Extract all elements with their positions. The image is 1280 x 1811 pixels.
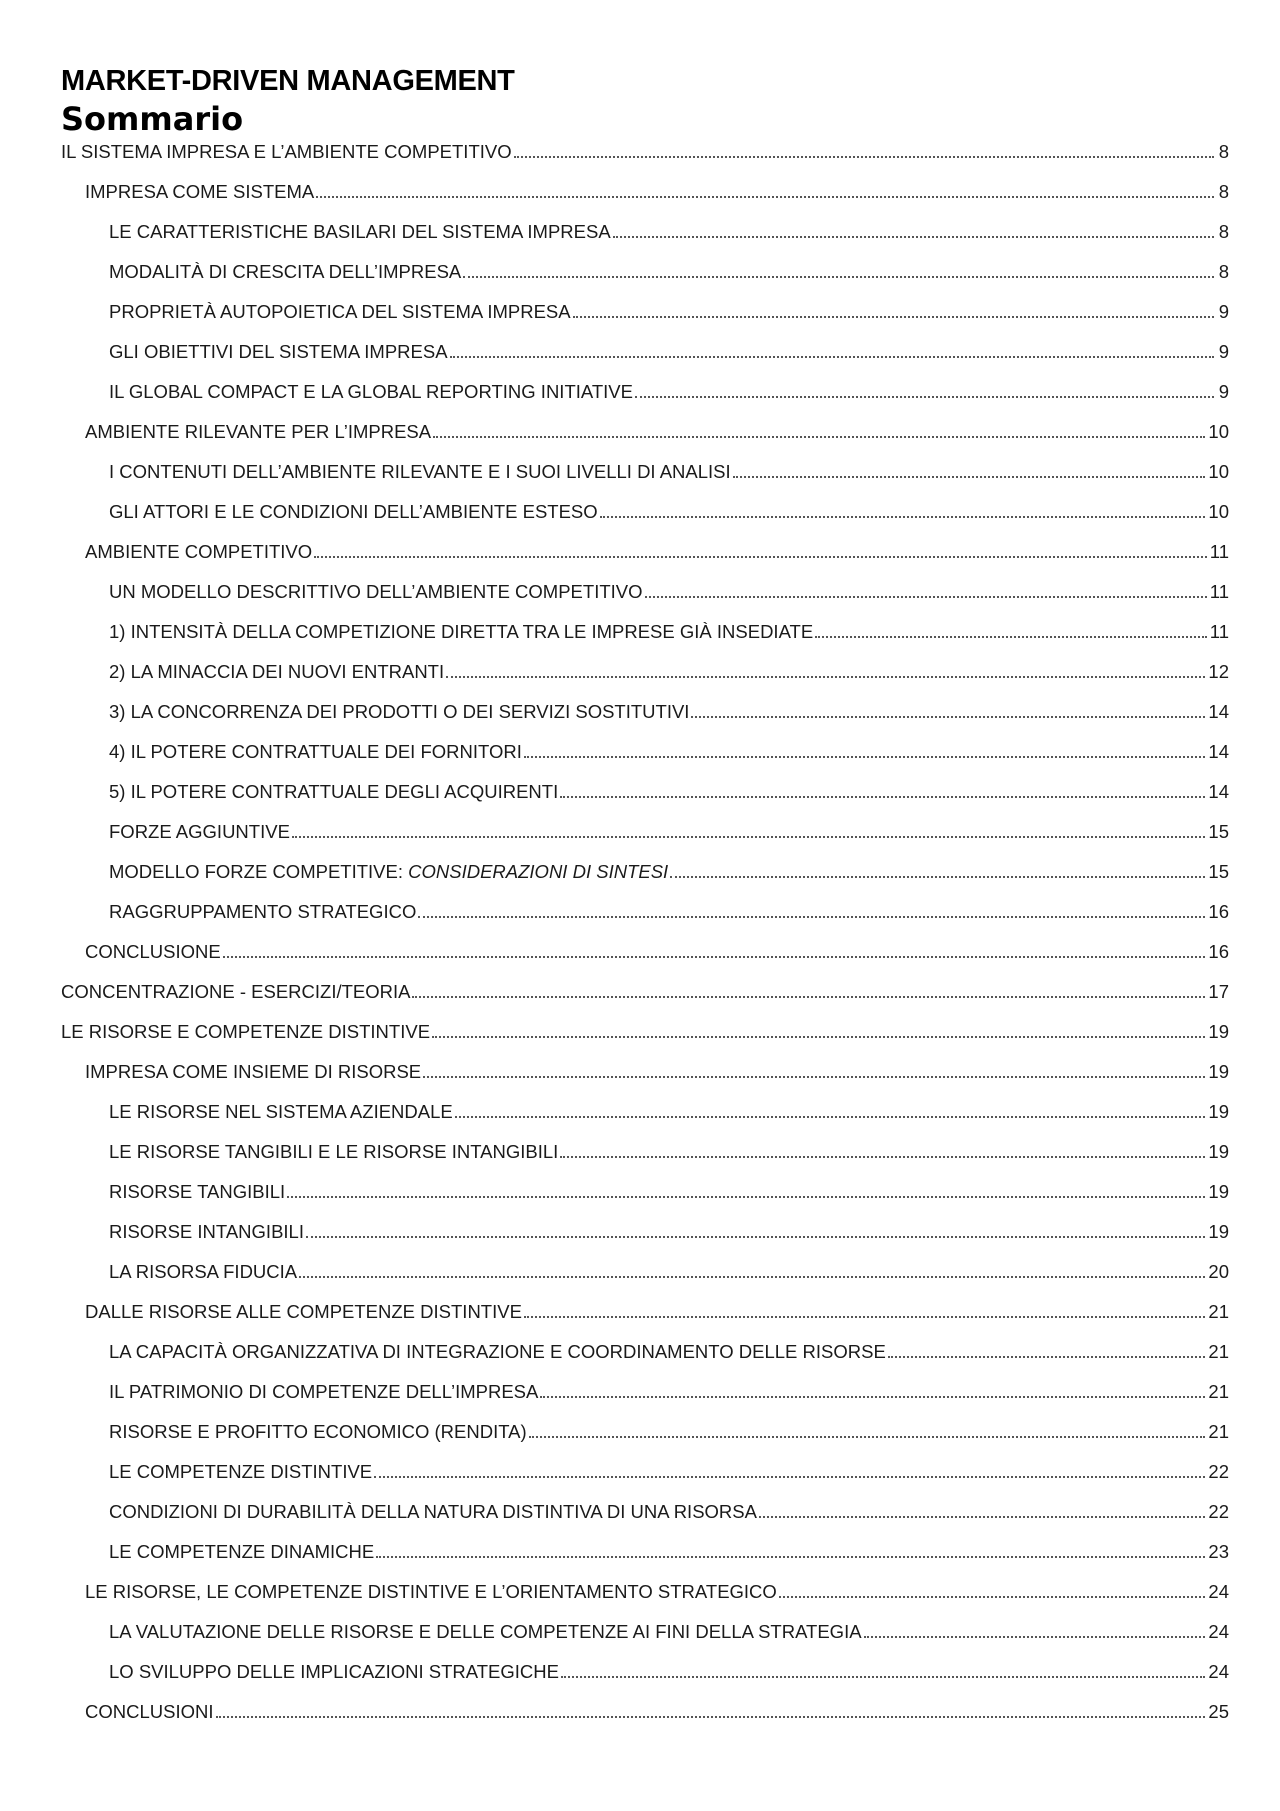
toc-entry-page-number: 14: [1208, 781, 1229, 802]
dot-leader: [432, 1036, 1205, 1038]
toc-entry-page-number: 21: [1208, 1341, 1229, 1362]
toc-entry[interactable]: [61, 603, 1229, 643]
toc-entry-title-text: LE RISORSE TANGIBILI E LE RISORSE INTANGIBILI: [109, 1141, 559, 1162]
toc-entry-title-italic: CONSIDERAZIONI DI SINTESI: [408, 861, 669, 882]
dot-leader: [524, 756, 1206, 758]
dot-leader: [888, 1356, 1206, 1358]
toc-entry-title: [109, 1261, 297, 1283]
toc-entry[interactable]: [61, 1443, 1229, 1483]
toc-entry-title-text: CONCENTRAZIONE - ESERCIZI/TEORIA: [61, 981, 411, 1002]
toc-entry-title: [61, 981, 410, 1003]
toc-entry[interactable]: [61, 1363, 1229, 1403]
toc-entry-title: [109, 861, 668, 883]
toc-entry-title-text: IMPRESA COME SISTEMA: [85, 181, 315, 202]
dot-leader: [573, 316, 1214, 318]
toc-entry-title: [109, 381, 633, 403]
toc-entry-page-number: 24: [1208, 1661, 1229, 1682]
toc-entry-title-text: AMBIENTE RILEVANTE PER L’IMPRESA: [85, 421, 432, 442]
dot-leader: [216, 1716, 1206, 1718]
toc-entry-page-number: 8: [1218, 181, 1229, 202]
toc-entry-page-number: 20: [1208, 1261, 1229, 1282]
toc-entry-title: [109, 341, 448, 363]
toc-entry[interactable]: [61, 1203, 1229, 1243]
toc-entry[interactable]: [61, 883, 1229, 923]
toc-entry[interactable]: [61, 483, 1229, 523]
toc-entry-page-number: 15: [1208, 861, 1229, 882]
toc-entry-page-number: 11: [1209, 581, 1229, 602]
dot-leader: [433, 436, 1205, 438]
toc-entry-title-text: MODELLO FORZE COMPETITIVE:: [109, 861, 409, 882]
dot-leader: [450, 356, 1214, 358]
toc-entry-page-number: 11: [1209, 621, 1229, 642]
dot-leader: [815, 636, 1207, 638]
dot-leader: [418, 916, 1205, 918]
toc-entry[interactable]: [61, 643, 1229, 683]
toc-entry-title: [109, 1461, 372, 1483]
dot-leader: [540, 1396, 1205, 1398]
toc-entry-title-text: LO SVILUPPO DELLE IMPLICAZIONI STRATEGICHE: [109, 1661, 559, 1682]
toc-entry[interactable]: [61, 723, 1229, 763]
toc-entry[interactable]: [61, 1163, 1229, 1203]
document-page: [61, 64, 1229, 1723]
toc-entry-page-number: 19: [1208, 1181, 1229, 1202]
toc-entry-title-text: RAGGRUPPAMENTO STRATEGICO: [109, 901, 417, 922]
toc-entry-page-number: 23: [1208, 1541, 1229, 1562]
dot-leader: [463, 276, 1214, 278]
document-title: MARKET-DRIVEN MANAGEMENT: [61, 65, 515, 97]
toc-entry-title-text: RISORSE INTANGIBILI: [109, 1221, 304, 1242]
toc-entry[interactable]: [61, 563, 1229, 603]
toc-entry-title-text: LA RISORSA FIDUCIA: [109, 1261, 298, 1282]
toc-entry-page-number: 9: [1218, 381, 1229, 402]
toc-entry-title: [61, 141, 512, 163]
dot-leader: [287, 1196, 1205, 1198]
toc-entry-title: [85, 541, 312, 563]
toc-entry-title-text: LA VALUTAZIONE DELLE RISORSE E DELLE COMPETENZE AI FINI DELLA STRATEGIA: [109, 1621, 862, 1642]
toc-entry-title: [85, 1301, 522, 1323]
toc-entry[interactable]: [61, 163, 1229, 203]
toc-entry-title: [109, 581, 643, 603]
toc-entry-page-number: 10: [1208, 421, 1229, 442]
toc-entry-page-number: 25: [1208, 1701, 1229, 1722]
dot-leader: [779, 1596, 1206, 1598]
toc-entry[interactable]: [61, 203, 1229, 243]
dot-leader: [670, 876, 1205, 878]
dot-leader: [733, 476, 1206, 478]
toc-entry-title: [109, 1621, 862, 1643]
toc-entry[interactable]: [61, 1643, 1229, 1683]
toc-entry-page-number: 14: [1208, 741, 1229, 762]
toc-entry[interactable]: [61, 1283, 1229, 1323]
toc-entry-title: [85, 1701, 214, 1723]
dot-leader: [423, 1076, 1205, 1078]
toc-entry-title: [109, 221, 611, 243]
toc-entry-page-number: 24: [1208, 1581, 1229, 1602]
toc-entry-title-text: DALLE RISORSE ALLE COMPETENZE DISTINTIVE: [85, 1301, 522, 1322]
toc-entry-page-number: 22: [1208, 1461, 1229, 1482]
toc-entry-title-text: IL SISTEMA IMPRESA E L’AMBIENTE COMPETITIVO: [61, 141, 512, 162]
toc-entry[interactable]: [61, 139, 1229, 163]
dot-leader: [864, 1636, 1206, 1638]
toc-entry-title-text: LE RISORSE, LE COMPETENZE DISTINTIVE E L’ORIENTAMENTO STRATEGICO: [85, 1581, 777, 1602]
toc-entry-title: [109, 1101, 453, 1123]
toc-entry-title: [109, 461, 731, 483]
toc-entry-title: [109, 301, 571, 323]
toc-entry[interactable]: [61, 1483, 1229, 1523]
dot-leader: [446, 676, 1205, 678]
toc-entry-title: [109, 501, 598, 523]
toc-heading: Sommario: [61, 100, 244, 138]
toc-entry[interactable]: [61, 963, 1229, 1003]
toc-entry-title-text: MODALITÀ DI CRESCITA DELL’IMPRESA: [109, 261, 462, 282]
toc-entry-title-text: 5) IL POTERE CONTRATTUALE DEGLI ACQUIRENTI: [109, 781, 559, 802]
toc-entry-title-text: RISORSE TANGIBILI: [109, 1181, 286, 1202]
toc-entry-title-text: GLI ATTORI E LE CONDIZIONI DELL’AMBIENTE ESTESO: [109, 501, 598, 522]
toc-entry-page-number: 11: [1209, 541, 1229, 562]
toc-entry-title-text: 3) LA CONCORRENZA DEI PRODOTTI O DEI SERVIZI SOSTITUTIVI: [109, 701, 690, 722]
toc-entry[interactable]: [61, 443, 1229, 483]
toc-entry-page-number: 9: [1218, 341, 1229, 362]
dot-leader: [524, 1316, 1206, 1318]
toc-entry-title-text: AMBIENTE COMPETITIVO: [85, 541, 313, 562]
toc-entry-title-text: 2) LA MINACCIA DEI NUOVI ENTRANTI: [109, 661, 445, 682]
toc-entry-page-number: 10: [1208, 501, 1229, 522]
toc-entry-title-text: UN MODELLO DESCRITTIVO DELL’AMBIENTE COMPETITIVO: [109, 581, 643, 602]
toc-entry[interactable]: [61, 763, 1229, 803]
toc-entry-title-text: IMPRESA COME INSIEME DI RISORSE: [85, 1061, 422, 1082]
dot-leader: [514, 156, 1214, 158]
dot-leader: [376, 1556, 1205, 1558]
toc-entry[interactable]: [61, 243, 1229, 283]
toc-entry-title-text: CONCLUSIONE: [85, 941, 221, 962]
toc-entry-title-text: LE CARATTERISTICHE BASILARI DEL SISTEMA IMPRESA: [109, 221, 611, 242]
toc-entry-title: [109, 1221, 304, 1243]
toc-entry-title-text: LA CAPACITÀ ORGANIZZATIVA DI INTEGRAZIONE E COORDINAMENTO DELLE RISORSE: [109, 1341, 886, 1362]
toc-entry-page-number: 16: [1208, 901, 1229, 922]
toc-entry-page-number: 24: [1208, 1621, 1229, 1642]
toc-entry[interactable]: [61, 1043, 1229, 1083]
toc-entry[interactable]: [61, 1083, 1229, 1123]
dot-leader: [635, 396, 1214, 398]
toc-entry-title-text: 1) INTENSITÀ DELLA COMPETIZIONE DIRETTA TRA LE IMPRESE GIÀ INSEDIATE: [109, 621, 814, 642]
toc-entry-title-text: 4) IL POTERE CONTRATTUALE DEI FORNITORI: [109, 741, 522, 762]
toc-entry-title-text: PROPRIETÀ AUTOPOIETICA DEL SISTEMA IMPRESA: [109, 301, 571, 322]
toc-entry-title: [109, 261, 461, 283]
toc-entry-title-text: LE COMPETENZE DINAMICHE: [109, 1541, 375, 1562]
toc-entry[interactable]: [61, 1523, 1229, 1563]
dot-leader: [223, 956, 1206, 958]
toc-entry-page-number: 14: [1208, 701, 1229, 722]
toc-entry[interactable]: [61, 923, 1229, 963]
toc-entry-title-text: LE RISORSE E COMPETENZE DISTINTIVE: [61, 1021, 431, 1042]
toc-entry-title: [109, 1541, 374, 1563]
dot-leader: [600, 516, 1206, 518]
dot-leader: [314, 556, 1207, 558]
toc-entry-title-text: IL GLOBAL COMPACT E LA GLOBAL REPORTING INITIATIVE: [109, 381, 633, 402]
toc-entry-page-number: 19: [1208, 1061, 1229, 1082]
toc-entry-page-number: 19: [1208, 1141, 1229, 1162]
toc-entry[interactable]: [61, 683, 1229, 723]
toc-entry-page-number: 8: [1218, 261, 1229, 282]
dot-leader: [691, 716, 1205, 718]
toc-entry-title: [109, 1421, 527, 1443]
toc-entry-page-number: 19: [1208, 1101, 1229, 1122]
toc-entry-title: [85, 1581, 777, 1603]
toc-entry-title: [109, 901, 416, 923]
toc-entry-title-text: FORZE AGGIUNTIVE: [109, 821, 290, 842]
toc-entry[interactable]: [61, 803, 1229, 843]
toc-entry-title-text: CONDIZIONI DI DURABILITÀ DELLA NATURA DISTINTIVA DI UNA RISORSA: [109, 1501, 757, 1522]
toc-entry-page-number: 9: [1218, 301, 1229, 322]
dot-leader: [455, 1116, 1206, 1118]
toc-entry-title: [85, 1061, 421, 1083]
toc-entry-page-number: 10: [1208, 461, 1229, 482]
toc-entry-title: [109, 1141, 558, 1163]
toc-entry-title: [109, 621, 813, 643]
toc-entry-page-number: 17: [1208, 981, 1229, 1002]
toc-entry-title: [109, 1341, 886, 1363]
dot-leader: [759, 1516, 1205, 1518]
toc-entry-page-number: 22: [1208, 1501, 1229, 1522]
toc-entry[interactable]: [61, 403, 1229, 443]
dot-leader: [374, 1476, 1205, 1478]
dot-leader: [316, 196, 1214, 198]
toc-entry[interactable]: [61, 1563, 1229, 1603]
toc-entry-title: [85, 181, 314, 203]
dot-leader: [645, 596, 1207, 598]
toc-entry-page-number: 8: [1218, 141, 1229, 162]
dot-leader: [613, 236, 1214, 238]
toc-entry[interactable]: [61, 323, 1229, 363]
toc-entry-title: [109, 701, 689, 723]
toc-entry-page-number: 21: [1208, 1381, 1229, 1402]
toc-entry-title-text: CONCLUSIONI: [85, 1701, 214, 1722]
toc-entry-title: [85, 941, 221, 963]
dot-leader: [412, 996, 1205, 998]
toc-entry[interactable]: [61, 1403, 1229, 1443]
toc-entry[interactable]: [61, 1683, 1229, 1723]
toc-entry-title: [85, 421, 431, 443]
dot-leader: [560, 1156, 1205, 1158]
toc-entry-page-number: 12: [1208, 661, 1229, 682]
dot-leader: [561, 1676, 1205, 1678]
toc-entry-title: [109, 781, 558, 803]
toc-entry[interactable]: [61, 363, 1229, 403]
toc-entry-title: [109, 821, 290, 843]
toc-entry-title: [109, 1501, 757, 1523]
table-of-contents: [61, 139, 1229, 1723]
toc-entry[interactable]: [61, 1243, 1229, 1283]
toc-entry-page-number: 21: [1208, 1301, 1229, 1322]
toc-entry-title: [109, 661, 444, 683]
toc-entry-title: [109, 1381, 538, 1403]
toc-entry-page-number: 16: [1208, 941, 1229, 962]
dot-leader: [299, 1276, 1205, 1278]
toc-entry-page-number: 19: [1208, 1021, 1229, 1042]
toc-entry[interactable]: [61, 523, 1229, 563]
toc-entry-page-number: 21: [1208, 1421, 1229, 1442]
toc-entry-title-text: I CONTENUTI DELL’AMBIENTE RILEVANTE E I SUOI LIVELLI DI ANALISI: [109, 461, 731, 482]
toc-entry[interactable]: [61, 1323, 1229, 1363]
toc-entry-title: [109, 741, 522, 763]
toc-entry[interactable]: [61, 283, 1229, 323]
toc-entry-title: [61, 1021, 430, 1043]
toc-entry-title-text: LE COMPETENZE DISTINTIVE: [109, 1461, 373, 1482]
dot-leader: [529, 1436, 1206, 1438]
toc-entry[interactable]: [61, 1003, 1229, 1043]
toc-entry-page-number: 15: [1208, 821, 1229, 842]
dot-leader: [292, 836, 1206, 838]
toc-entry[interactable]: [61, 843, 1229, 883]
toc-entry[interactable]: [61, 1603, 1229, 1643]
toc-entry-title-text: LE RISORSE NEL SISTEMA AZIENDALE: [109, 1101, 453, 1122]
toc-entry-title: [109, 1181, 285, 1203]
toc-entry[interactable]: [61, 1123, 1229, 1163]
dot-leader: [306, 1236, 1205, 1238]
dot-leader: [560, 796, 1205, 798]
toc-entry-title-text: GLI OBIETTIVI DEL SISTEMA IMPRESA: [109, 341, 448, 362]
toc-entry-page-number: 8: [1218, 221, 1229, 242]
toc-entry-title-text: IL PATRIMONIO DI COMPETENZE DELL’IMPRESA: [109, 1381, 539, 1402]
toc-entry-title: [109, 1661, 559, 1683]
toc-entry-page-number: 19: [1208, 1221, 1229, 1242]
toc-entry-title-text: RISORSE E PROFITTO ECONOMICO (RENDITA): [109, 1421, 527, 1442]
